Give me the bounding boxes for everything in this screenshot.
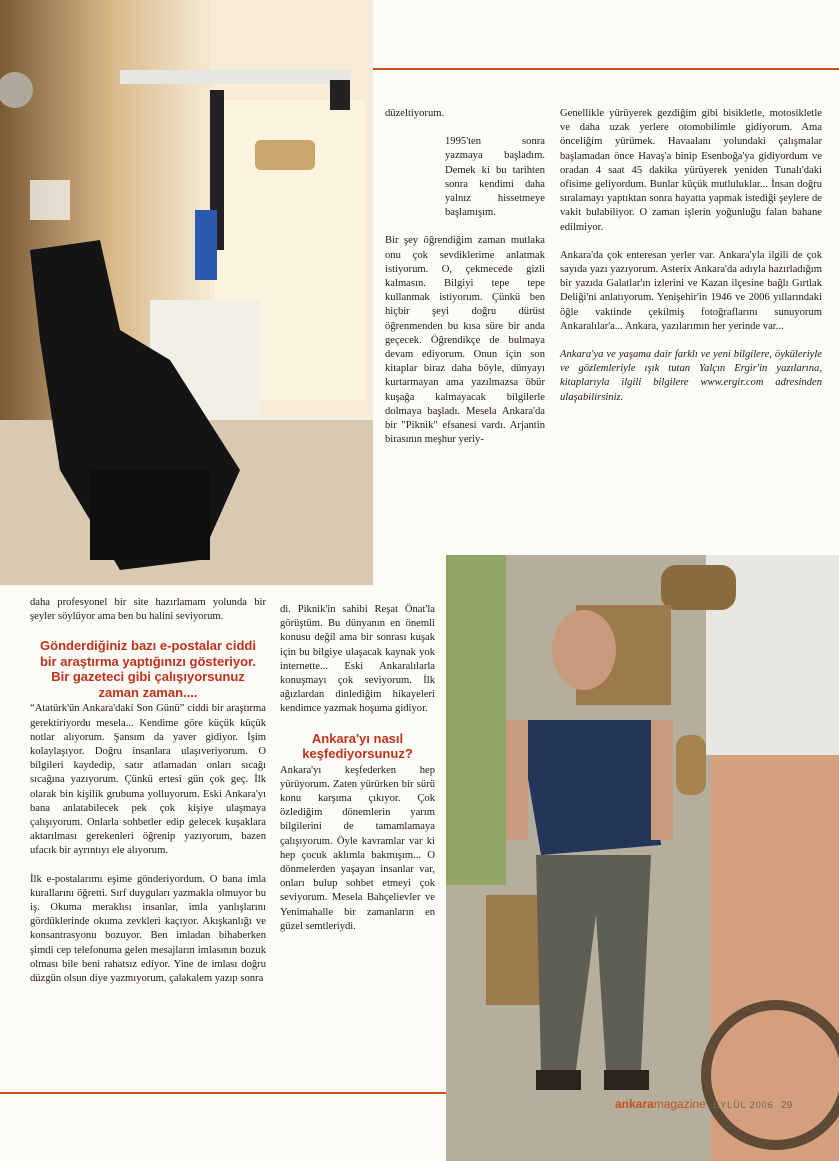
page-footer [615,1097,792,1111]
paragraph: Ankara'da çok enteresan yerler var. Ankara'yla ilgili de çok sayıda yazı yazıyorum. Asterix Ankara'da adıyla hazırladığım bir yazıda Galatlar'ın izlerini ve Kazan ilçesine bağlı Gırtlak Deliği'ni anlatıyorum. Yenişehir'in 1946 ve 2006 yıllarındaki öğle vaktinde çekilmiş fotoğraflarını sunuyorum Ankaralılar'a... Ankara, yazılarımın her yerinde var... [560,249,822,332]
dental-office-photo [0,0,373,585]
paragraph: daha profesyonel bir site hazırlamam yolunda bir şeyler söylüyor ama ben bu halini seviyorum. [30,597,266,623]
paragraph: Genellikle yürüyerek gezdiğim gibi bisikletle, motosikletle ve daha uzak yerlere otomobilimle gidiyorum. Ama önceliğim yürümek. Havaalanı yolundaki çalışmalar başlamadan önce Havaş'a binip Esenboğa'ya gidiyordum ve oradan 4 saat 45 dakika yürüyerek yeniden Tunalı'daki ofisime geliyordum. Bunlar küçük mutluluklar... İnsan doğru sıralamayı yaptıktan sonra hayatta yapmak istediği şeylere de vakit bulabiliyor. O zaman işlerin yoğunluğu falan bahane edilmiyor. [560,108,822,233]
magazine-name: magazine [653,1097,706,1111]
article-column-1-bottom [30,596,266,1000]
magazine-brand: ankara [615,1097,654,1111]
top-accent-rule [373,68,839,70]
author-portrait-illustration [446,555,839,1161]
paragraph: 1995'ten sonra yazmaya başladım. Demek ki bu tarihten sonra kendimi daha yalnız hissetmeye başlamışım. [445,136,545,219]
paragraph: di. Piknik'in sahibi Reşat Önat'la görüştüm. Bu dünyanın en önemli konusu değil ama bir sonrası kuşak için bu bilgiye ulaşacak kaynak yok internette... Eski Ankaralılarla konuşmayı çok seviyorum. İlk ağızlardan dinlediğim hikayeleri kendimce yazmak hoşuma gidiyor. [280,604,435,715]
bottom-accent-rule [0,1092,446,1094]
issue-date: EYLÜL 2006 [713,1100,774,1110]
interview-question-heading: Ankara'yı nasıl keşfediyorsunuz? [302,730,413,762]
paragraph: “Atatürk'ün Ankara'daki Son Günü” ciddi bir araştırma gerektiriyordu mesela... Kendime göre küçük küçük notlar alıyorum. Şansım da yaver gidiyor. İşim kolaylaşıyor. Doğru insanlara ulaşıveriyorum. O bilgileri kaydedip, satır atlamadan onları sıcağı sıcağına yazıyorum. Çünkü ertesi gün çok geç. İlk olarak bin kişilik grubuma yolluyorum. Eski Ankara'yı bana anlatabilecek pek çok kişiye ulaşmaya çalışıyorum. Onlarla sohbetler edip gelecek kuşaklara aktarılması gerekenleri öğrenip yazıyorum, bazen ufacık bir ayrıntıyı ele alıyorum. [30,703,266,857]
article-column-2-bottom [280,603,435,948]
paragraph: İlk e-postalarımı eşime gönderiyordum. O bana imla kurallarını öğretti. Sırf duyguları yazmakla olmuyor bu iş. Okuma meraklısı insanlar, imla yanlışlarını gördüklerinde okuma zevkleri kaçıyor. Akışkanlığı ve konsantrasyonu bozuyor. Ben imladan bihaberken şimdi cep telefonuma gelen mesajların imlasının bozuk olması bile beni rahatsız ediyor. Yine de imlası doğru düzgün olsun diye yazmıyorum, çalakalem yazıp sonra [30,873,266,985]
page-number: 29 [781,1100,793,1111]
paragraph: Ankara'yı keşfederken hep yürüyorum. Zaten yürürken bir sürü konu karşıma çıkıyor. Çok özlediğim dönemlerin yarım bilgilerini de tamamlamaya çalışıyorum. Öyle kavramlar var ki hep çocuk aklımla bakmışım... O dönmelerden yaşayan insanlar var, onları bulup sohbet etmeyi çok seviyorum. Mesela Bahçelievler ve Yenimahalle bir zamanların en güzel semtleriydi. [280,764,435,932]
paragraph: Bir şey öğrendiğim zaman mutlaka onu çok sevdiklerime anlatmak istiyorum. O, çekmecede gizli kalmasın. Bilgiyi tepe tepe kullanmak istiyorum. Çünkü ben hiçbir şeyi doğru dürüst öğrenmenden bu kısa süre bir anda geçecek. Öğrendikçe de bulmaya devam ediyorum. Onun için son kitaplar biraz daha böyle, dünyayı kurtarmayan ama yazılmazsa öbür kuşağa kalmayacak bilgilerle dolmaya başladı. Mesela Ankara'da bir "Piknik" efsanesi vardı. Arjantin birasının meşhur yeriy- [385,235,545,446]
paragraph: düzeltiyorum. [385,108,445,119]
author-portrait-photo [446,555,839,1161]
article-column-3-top [560,107,822,419]
author-info-italic: Ankara'ya ve yaşama dair farklı ve yeni bilgilere, öyküleriyle ve gözlemleriyle ışık tutan Yalçın Ergir'in yazılarına, kitaplarıyla ilgili bilgilere www.ergir.com adresinden ulaşabilirsiniz. [560,349,822,403]
interview-question-heading: Gönderdiğiniz bazı e-postalar ciddi bir araştırma yaptığınızı gösteriyor. Bir gazeteci gibi çalışıyorsunuz zaman zaman.... [39,638,256,700]
article-column-2-top [385,107,545,461]
dental-office-illustration [0,0,373,585]
